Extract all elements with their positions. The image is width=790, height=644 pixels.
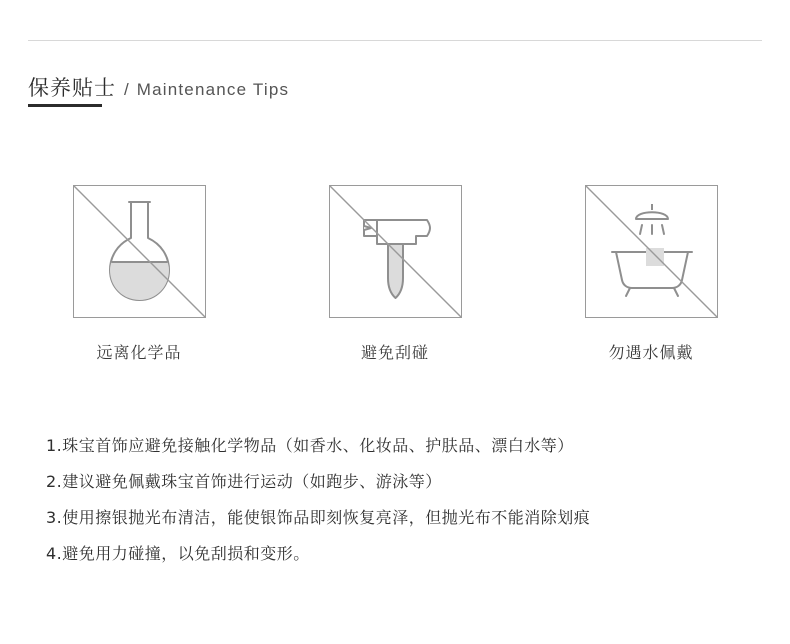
title-separator: / [124,80,129,99]
tips-icon-row [0,185,790,363]
tip-item-impact [267,185,523,363]
tip-item-chemicals [11,185,267,363]
page-title [28,72,289,102]
tip-label-chemicals: 远离化学品 [96,343,182,362]
flask-no-chemicals-icon [73,185,206,318]
tip-label-impact: 避免刮碰 [360,343,429,362]
note-item: 4.避免用力碰撞，以免刮损和变形。 [46,544,310,563]
note-item: 3.使用擦银抛光布清洁，能使银饰品即刻恢复亮泽，但抛光布不能消除划痕 [46,508,591,527]
page-title-cn: 保养贴士 [28,76,116,100]
tip-item-water [523,185,779,363]
bathtub-shower-no-water-icon [585,185,718,318]
notes-list [46,428,746,572]
page-title-en: Maintenance Tips [136,80,290,99]
note-item: 2.建议避免佩戴珠宝首饰进行运动（如跑步、游泳等） [46,472,442,491]
note-item: 1.珠宝首饰应避免接触化学物品（如香水、化妆品、护肤品、漂白水等） [46,436,574,455]
tip-label-water: 勿遇水佩戴 [608,343,694,362]
hammer-no-impact-icon [329,185,462,318]
top-divider [28,40,762,41]
title-underline [28,104,102,107]
